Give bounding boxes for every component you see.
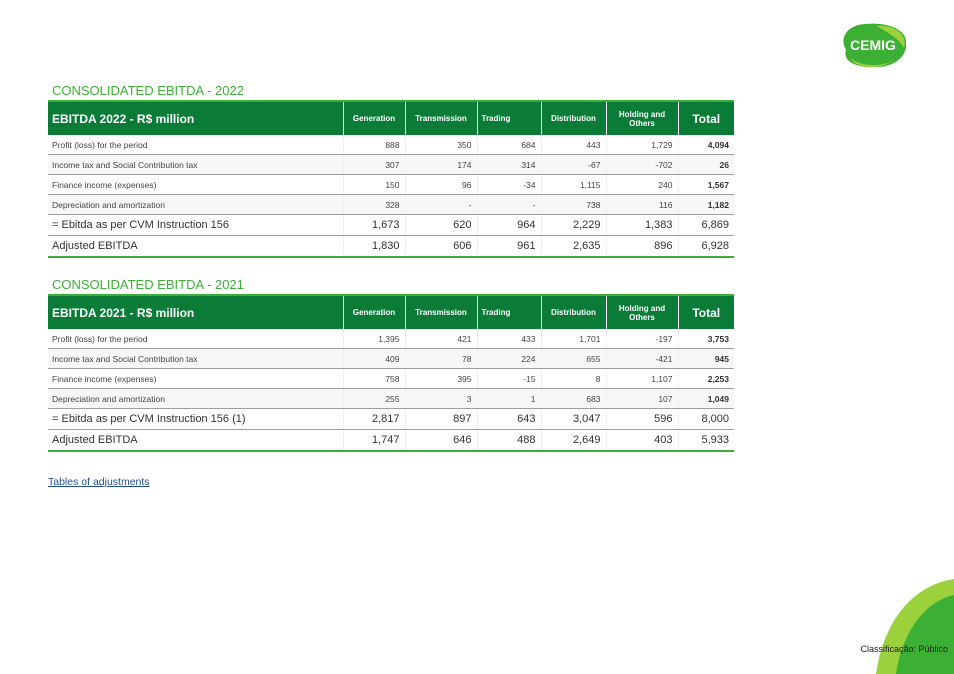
cell: 964 — [477, 215, 541, 236]
col-distribution: Distribution — [541, 295, 606, 329]
table-header-row — [48, 101, 734, 135]
table-row — [48, 215, 734, 236]
cell: 78 — [405, 349, 477, 369]
cell: 1,383 — [606, 215, 678, 236]
cell: 2,229 — [541, 215, 606, 236]
cell-total: 6,869 — [678, 215, 734, 236]
col-holding: Holding and Others — [606, 295, 678, 329]
row-label: Finance income (expenses) — [48, 369, 343, 389]
table-row — [48, 236, 734, 258]
cell: -15 — [477, 369, 541, 389]
table-title: EBITDA 2022 - R$ million — [48, 101, 343, 135]
col-trading: Trading — [477, 101, 541, 135]
cell: 409 — [343, 349, 405, 369]
col-generation: Generation — [343, 101, 405, 135]
cell: 307 — [343, 155, 405, 175]
cell: 1,395 — [343, 329, 405, 349]
cell: 116 — [606, 195, 678, 215]
cell: 1 — [477, 389, 541, 409]
row-label: Depreciation and amortization — [48, 195, 343, 215]
cell-total: 4,094 — [678, 135, 734, 155]
cell-total: 3,753 — [678, 329, 734, 349]
cell: 1,107 — [606, 369, 678, 389]
ebitda-2021-table — [48, 294, 734, 452]
table-row — [48, 195, 734, 215]
cell: 896 — [606, 236, 678, 258]
table-row — [48, 369, 734, 389]
cell: -197 — [606, 329, 678, 349]
cell-total: 1,049 — [678, 389, 734, 409]
row-label: Adjusted EBITDA — [48, 236, 343, 258]
row-label: Finance income (expenses) — [48, 175, 343, 195]
cell-total: 5,933 — [678, 430, 734, 452]
row-label: = Ebitda as per CVM Instruction 156 (1) — [48, 409, 343, 430]
cell: 1,673 — [343, 215, 405, 236]
cell-total: 8,000 — [678, 409, 734, 430]
cell: 2,635 — [541, 236, 606, 258]
table-row — [48, 329, 734, 349]
cell: 8 — [541, 369, 606, 389]
cell: 3 — [405, 389, 477, 409]
cell: - — [405, 195, 477, 215]
cell: 1,115 — [541, 175, 606, 195]
col-total: Total — [678, 101, 734, 135]
cell: 1,729 — [606, 135, 678, 155]
col-trading: Trading — [477, 295, 541, 329]
table-row — [48, 175, 734, 195]
cell: 1,701 — [541, 329, 606, 349]
cell: 1,747 — [343, 430, 405, 452]
table-title: EBITDA 2021 - R$ million — [48, 295, 343, 329]
table-row — [48, 155, 734, 175]
classification-label: Classificação: Público — [860, 644, 948, 654]
cell: 683 — [541, 389, 606, 409]
cell: 897 — [405, 409, 477, 430]
row-label: Income tax and Social Contribution tax — [48, 349, 343, 369]
cell: 395 — [405, 369, 477, 389]
section-title-2022: CONSOLIDATED EBITDA - 2022 — [52, 83, 244, 98]
section-title-2021: CONSOLIDATED EBITDA - 2021 — [52, 277, 244, 292]
col-transmission: Transmission — [405, 295, 477, 329]
table-row — [48, 409, 734, 430]
cell: -67 — [541, 155, 606, 175]
cemig-logo — [836, 20, 910, 70]
table-row — [48, 430, 734, 452]
cell: 255 — [343, 389, 405, 409]
cell-total: 6,928 — [678, 236, 734, 258]
cell: 758 — [343, 369, 405, 389]
cell: 96 — [405, 175, 477, 195]
cell: -34 — [477, 175, 541, 195]
cell-total: 1,182 — [678, 195, 734, 215]
cell: 643 — [477, 409, 541, 430]
table-header-row — [48, 295, 734, 329]
cell: 174 — [405, 155, 477, 175]
cell: 961 — [477, 236, 541, 258]
table-row — [48, 389, 734, 409]
cell: 488 — [477, 430, 541, 452]
ebitda-2022-table — [48, 100, 734, 258]
cell: 421 — [405, 329, 477, 349]
cell: 328 — [343, 195, 405, 215]
cell: 107 — [606, 389, 678, 409]
cell: 443 — [541, 135, 606, 155]
cell-total: 26 — [678, 155, 734, 175]
cell: 738 — [541, 195, 606, 215]
col-total: Total — [678, 295, 734, 329]
col-generation: Generation — [343, 295, 405, 329]
tables-of-adjustments-link[interactable]: Tables of adjustments — [48, 476, 150, 488]
cell: -421 — [606, 349, 678, 369]
table-row — [48, 135, 734, 155]
col-holding: Holding and Others — [606, 101, 678, 135]
cell: 606 — [405, 236, 477, 258]
row-label: Income tax and Social Contribution tax — [48, 155, 343, 175]
col-transmission: Transmission — [405, 101, 477, 135]
row-label: Profit (loss) for the period — [48, 329, 343, 349]
cell: - — [477, 195, 541, 215]
row-label: Depreciation and amortization — [48, 389, 343, 409]
cell: 646 — [405, 430, 477, 452]
table-row — [48, 349, 734, 369]
cell: 2,649 — [541, 430, 606, 452]
row-label: Profit (loss) for the period — [48, 135, 343, 155]
cell-total: 945 — [678, 349, 734, 369]
cell: 888 — [343, 135, 405, 155]
cell: 240 — [606, 175, 678, 195]
cell: 314 — [477, 155, 541, 175]
cell: 3,047 — [541, 409, 606, 430]
cell: 655 — [541, 349, 606, 369]
cell-total: 1,567 — [678, 175, 734, 195]
cell: 620 — [405, 215, 477, 236]
row-label: = Ebitda as per CVM Instruction 156 — [48, 215, 343, 236]
cell: 684 — [477, 135, 541, 155]
cell: 1,830 — [343, 236, 405, 258]
corner-decoration — [834, 579, 954, 674]
cell-total: 2,253 — [678, 369, 734, 389]
cell: 433 — [477, 329, 541, 349]
cell: 596 — [606, 409, 678, 430]
cell: -702 — [606, 155, 678, 175]
cell: 2,817 — [343, 409, 405, 430]
cell: 224 — [477, 349, 541, 369]
logo-text: CEMIG — [850, 37, 896, 53]
cell: 150 — [343, 175, 405, 195]
col-distribution: Distribution — [541, 101, 606, 135]
cell: 350 — [405, 135, 477, 155]
cell: 403 — [606, 430, 678, 452]
row-label: Adjusted EBITDA — [48, 430, 343, 452]
